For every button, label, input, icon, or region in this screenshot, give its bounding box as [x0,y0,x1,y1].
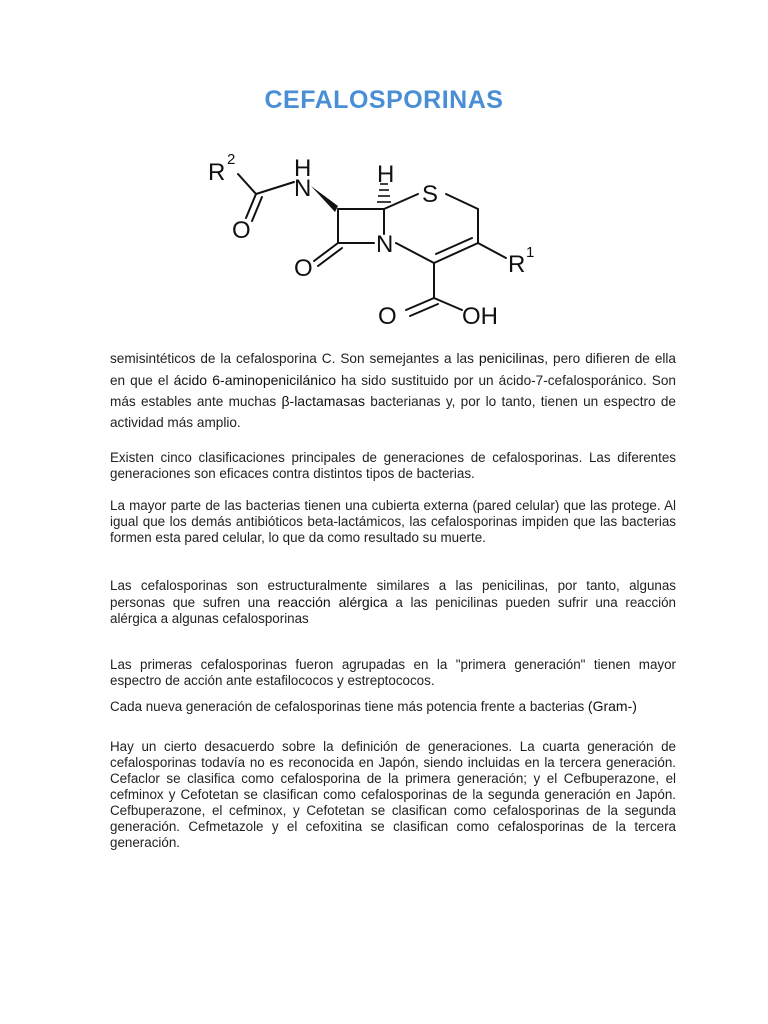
paragraph-intro [110,348,676,433]
atom-n-amine: N [294,175,312,202]
bond [436,238,472,254]
atom-oh: OH [462,303,498,330]
bond [446,194,478,209]
paragraph-generations-disagreement: Hay un cierto desacuerdo sobre la definición de generaciones. La cuarta generación de cefalosporinas todavía no es reconocida en Japón, siendo incluidas en la tercera generación. Cefaclor se clasifica como cefalosporina de la primera generación; y el Cefbuperazone, el cefminox y Cefotetan se clasifican como cefalosporinas de la segunda generación en Japón. Cefbuperazone, el cefminox, y Cefotetan se clasifican como cefalosporinas de la segunda generación. Cefmetazole y el cefoxitina se clasifican como cefalosporinas de la tercera generación. [110,739,676,850]
text-span: Las cefalosporinas son estructuralmente similares a las penicilinas, por tanto, algunas personas que sufren una [110,578,676,610]
bond [318,248,342,266]
text-span: semisintéticos de la cefalosporina C. Son semejantes a las [110,351,479,366]
bond [238,174,256,194]
page-title: CEFALOSPORINAS [264,86,504,114]
bond [396,243,434,263]
paragraph-allergy [110,578,676,627]
link-gram-negative[interactable]: (Gram-) [587,698,637,714]
atom-o-acid: O [378,303,397,330]
atom-r2-superscript: 2 [227,151,236,168]
text-span: , pero difieren de ella en que el [110,351,676,388]
link-penicilinas[interactable]: penicilinas [478,350,545,366]
text-span: Cada nueva generación de cefalosporinas tiene más potencia frente a bacterias [110,699,588,714]
wedge-bond [311,186,338,212]
bond [478,243,506,258]
atom-n-ring: N [376,231,394,258]
atom-r1-superscript: 1 [526,244,535,261]
text-span: ha sido sustituido por un ácido-7-cefalosporánico. Son más estables ante muchas [110,372,676,409]
bond [256,182,294,194]
link-betalactamasas[interactable]: β-lactamasas [281,393,366,409]
bond [314,243,338,261]
atom-o-lactam: O [294,255,313,282]
atom-o-amide: O [232,217,251,244]
paragraph-potency [110,698,676,715]
link-reaccion-alergica[interactable]: reacción alérgica [277,594,388,610]
paragraph-cell-wall: La mayor parte de las bacterias tienen una cubierta externa (pared celular) que las protege. Al igual que los demás antibióticos beta-lactámicos, las cefalosporinas impiden que las bacterias formen esta pared celular, lo que da como resultado su muerte. [110,498,676,545]
paragraph-first-generation: Las primeras cefalosporinas fueron agrupadas en la "primera generación" tienen mayor espectro de acción ante estafilococos y estreptococos. [110,657,676,688]
atom-r2: R [208,159,226,186]
paragraph-classifications: Existen cinco clasificaciones principales de generaciones de cefalosporinas. Las diferentes generaciones son eficaces contra distintos tipos de bacterias. [110,450,676,481]
atom-h-amine: H [294,155,312,182]
atom-h-stereo: H [377,161,395,188]
atom-r1: R [508,251,526,278]
text-span: a las penicilinas pueden sufrir una reacción alérgica a algunas cefalosporinas [110,595,677,626]
cephalosporin-structure-diagram [196,146,546,336]
text-span: bacterianas y, por lo tanto, tienen un espectro de actividad más amplio. [110,394,676,430]
link-acido-aminopenicilanico[interactable]: ácido 6-aminopenicilánico [173,371,336,388]
atom-s: S [422,181,439,208]
